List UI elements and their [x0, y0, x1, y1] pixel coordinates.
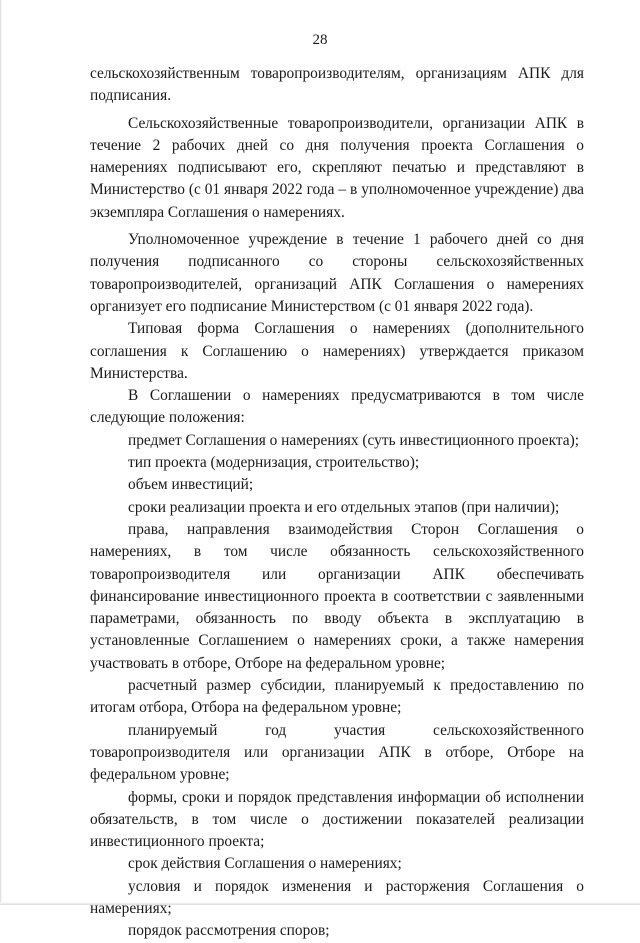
scan-left-edge	[0, 0, 2, 905]
provision-subject: предмет Соглашения о намерениях (суть инвестиционного проекта);	[128, 431, 579, 449]
provision-selection-year: планируемый год участия сельскохозяйственного товаропроизводителя или организации АПК в отборе, Отборе на федеральном уровне;	[90, 721, 584, 784]
provision-validity-period: срок действия Соглашения о намерениях;	[128, 855, 402, 873]
document-body	[90, 63, 584, 943]
provision-implementation-terms: сроки реализации проекта и его отдельных этапов (при наличии);	[128, 498, 560, 516]
paragraph-continuation: сельскохозяйственным товаропроизводителям, организациям АПК для подписания.	[90, 65, 584, 105]
provision-investment-volume: объем инвестиций;	[128, 476, 254, 494]
provision-subsidy-amount: расчетный размер субсидии, планируемый к предоставлению по итогам отбора, Отбора на федеральном уровне;	[90, 677, 584, 717]
provision-amendment-termination: условия и порядок изменения и расторжения Соглашения о намерениях;	[90, 877, 584, 917]
paragraph-signing-procedure: Сельскохозяйственные товаропроизводители, организации АПК в течение 2 рабочих дней со дня получения проекта Соглашения о намерениях подписывают его, скрепляют печатью и представляют в Министерство (с 01 января 2022 года – в уполномоченное учреждение) два экземпляра Соглашения о намерениях.	[90, 114, 584, 221]
paragraph-provisions-intro: В Соглашении о намерениях предусматриваются в том числе следующие положения:	[90, 387, 584, 427]
page-number: 28	[312, 32, 328, 48]
provision-rights-and-obligations: права, направления взаимодействия Сторон Соглашения о намерениях, в том числе обязанность сельскохозяйственного товаропроизводителя или организации АПК обеспечивать финансирование инвестиционного проекта в соответствии с заявленными параметрами, обязанность по вводу объекта в эксплуатацию в установленные Соглашением о намерениях сроки, а также намерения участвовать в отборе, Отборе на федеральном уровне;	[90, 520, 584, 672]
paragraph-standard-form: Типовая форма Соглашения о намерениях (дополнительного соглашения к Соглашению о намерениях) утверждается приказом Министерства.	[90, 320, 584, 382]
provision-dispute-resolution: порядок рассмотрения споров;	[128, 922, 330, 940]
provision-project-type: тип проекта (модернизация, строительство);	[128, 454, 420, 472]
paragraph-authorized-institution: Уполномоченное учреждение в течение 1 рабочего дней со дня получения подписанного со стороны сельскохозяйственных товаропроизводителей, организаций АПК Соглашения о намерениях организует его подписание Министерством (с 01 января 2022 года).	[90, 231, 584, 315]
provision-reporting: формы, сроки и порядок представления информации об исполнении обязательств, в том числе о достижении показателей реализации инвестиционного проекта;	[90, 788, 584, 851]
